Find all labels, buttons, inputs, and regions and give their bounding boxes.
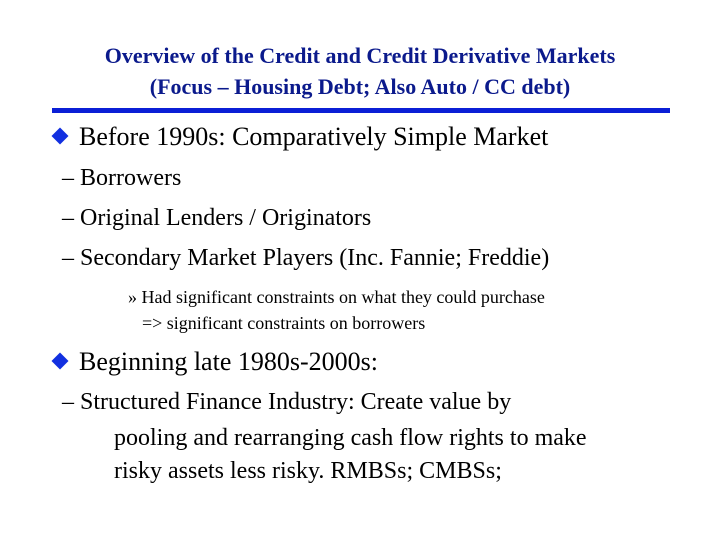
diamond-bullet-icon <box>52 353 69 370</box>
subitem-secondary-market: – Secondary Market Players (Inc. Fannie; Freddie) <box>62 245 550 271</box>
bullet-1-text: Before 1990s: Comparatively Simple Market <box>79 122 549 151</box>
subsub-constraints-line-1: » Had significant constraints on what they could purchase <box>128 287 545 307</box>
subitem-structured-finance-line-1: – Structured Finance Industry: Create value by <box>62 389 512 415</box>
slide-title <box>0 40 720 102</box>
bullet-1 <box>54 122 548 152</box>
subitem-structured-finance-line-3: risky assets less risky. RMBSs; CMBSs; <box>114 458 502 484</box>
subitem-original-lenders: – Original Lenders / Originators <box>62 205 372 231</box>
subitem-borrowers: – Borrowers <box>62 165 182 191</box>
bullet-2 <box>54 347 378 377</box>
title-divider <box>52 108 670 113</box>
slide-title-line-2: (Focus – Housing Debt; Also Auto / CC debt) <box>149 74 571 99</box>
subitem-structured-finance-line-2: pooling and rearranging cash flow rights to make <box>114 425 587 451</box>
bullet-2-text: Beginning late 1980s-2000s: <box>79 347 378 376</box>
diamond-bullet-icon <box>52 128 69 145</box>
slide-title-line-1: Overview of the Credit and Credit Derivative Markets <box>104 43 616 68</box>
subsub-constraints-line-2: => significant constraints on borrowers <box>142 313 426 333</box>
